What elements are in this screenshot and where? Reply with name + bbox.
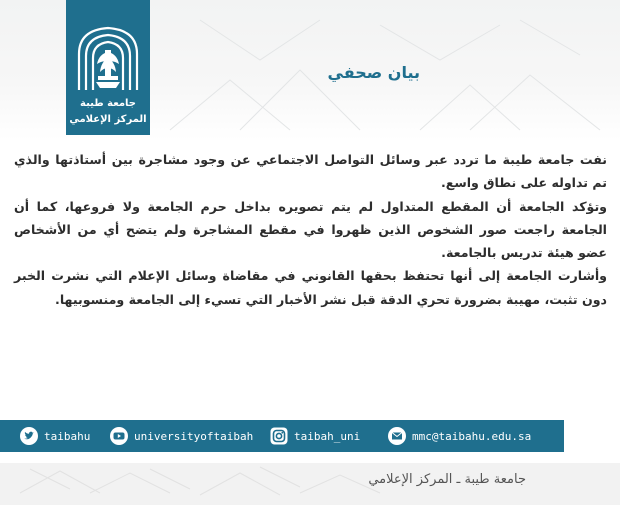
instagram-icon — [270, 427, 288, 445]
footer-bar — [0, 463, 620, 505]
social-bar — [0, 420, 564, 452]
email-address: mmc@taibahu.edu.sa — [412, 429, 532, 443]
paragraph-1: نفت جامعة طيبة ما تردد عبر وسائل التواصل الاجتماعي عن وجود مشاجرة بين أستاذتها والذي تم تداوله على نطاق واسع. — [14, 152, 607, 191]
youtube-link[interactable] — [110, 420, 253, 452]
press-release-title: بيان صحفي — [327, 63, 420, 82]
email-link[interactable] — [388, 420, 531, 452]
paragraph-3: وأشارت الجامعة إلى أنها تحتفظ بحقها القانوني في مقاضاة وسائل الإعلام التي نشرت الخبر دون تثبت، مهيبة بضرورة تحري الدقة قبل نشر الأخبار التي تسيء إلى الجامعة ومنسوبيها. — [14, 268, 607, 307]
instagram-link[interactable] — [270, 420, 360, 452]
logo-university-name: جامعة طيبة — [80, 98, 136, 109]
footer-credit: جامعة طيبة ـ المركز الإعلامي — [368, 472, 526, 487]
twitter-link[interactable] — [20, 420, 90, 452]
university-logo — [66, 0, 150, 135]
youtube-channel: universityoftaibah — [134, 429, 254, 443]
youtube-icon — [110, 427, 128, 445]
instagram-handle: taibah_uni — [294, 429, 361, 443]
logo-media-center: المركز الإعلامي — [69, 114, 147, 125]
paragraph-2: وتؤكد الجامعة أن المقطع المتداول لم يتم تصويره بداخل حرم الجامعة ولا فروعها، كما أن الجامعة راجعت صور الشخوص الذين ظهروا في مقطع المشاجرة ولم يتضح أي من الأشخاص عضو هيئة تدريس بالجامعة. — [14, 198, 607, 261]
twitter-icon — [20, 427, 38, 445]
mail-icon — [388, 427, 406, 445]
press-release-body — [14, 148, 607, 311]
taibah-emblem-icon — [71, 24, 145, 94]
twitter-handle: taibahu — [44, 429, 91, 443]
footer-pattern — [0, 463, 620, 505]
